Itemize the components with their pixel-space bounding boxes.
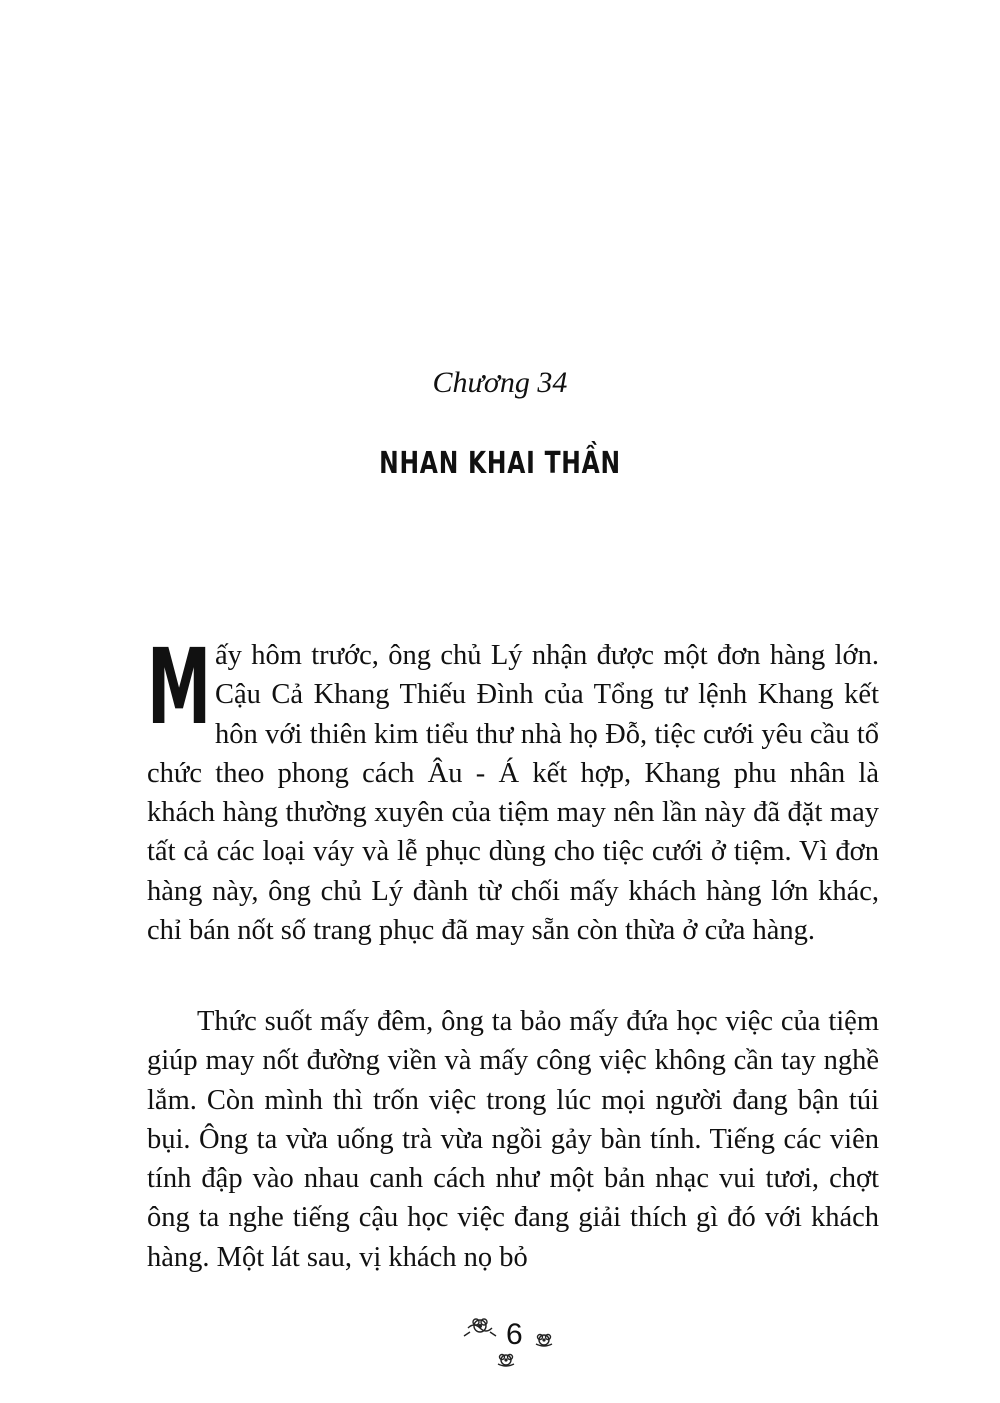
drop-cap: M xyxy=(147,626,212,748)
paragraph-1 xyxy=(147,626,879,990)
floral-ornament-icon xyxy=(440,1312,570,1372)
chapter-title: NHAN KHAI THẦN xyxy=(379,446,621,481)
paragraph-2: Thức suốt mấy đêm, ông ta bảo mấy đứa học việc của tiệm giúp may nốt đường viền và mấy công việc không cần tay nghề lắm. Còn mình thì trốn việc trong lúc mọi người đang bận túi bụi. Ông ta vừa uống trà vừa ngồi gảy bàn tính. Tiếng các viên tính đập vào nhau canh cách như một bản nhạc vui tươi, chợt ông ta nghe tiếng cậu học việc đang giải thích gì đó với khách hàng. Một lát sau, vị khách nọ bỏ xyxy=(147,1006,879,1273)
body-text xyxy=(147,626,879,1277)
page-footer xyxy=(440,1312,570,1372)
paragraph-1-text: ấy hôm trước, ông chủ Lý nhận được một đơn hàng lớn. Cậu Cả Khang Thiếu Đình của Tổng tư lệnh Khang kết hôn với thiên kim tiểu thư nhà họ Đỗ, tiệc cưới yêu cầu tổ chức theo phong cách Âu - Á kết hợp, Khang phu nhân là khách hàng thường xuyên của tiệm may nên lần này đã đặt may tất cả các loại váy và lễ phục dùng cho tiệc cưới ở tiệm. Vì đơn hàng này, ông chủ Lý đành từ chối mấy khách hàng lớn khác, chỉ bán nốt số trang phục đã may sẵn còn thừa ở cửa hàng. xyxy=(147,640,879,947)
page-number: 6 xyxy=(506,1318,523,1351)
chapter-label: Chương 34 xyxy=(432,366,568,399)
